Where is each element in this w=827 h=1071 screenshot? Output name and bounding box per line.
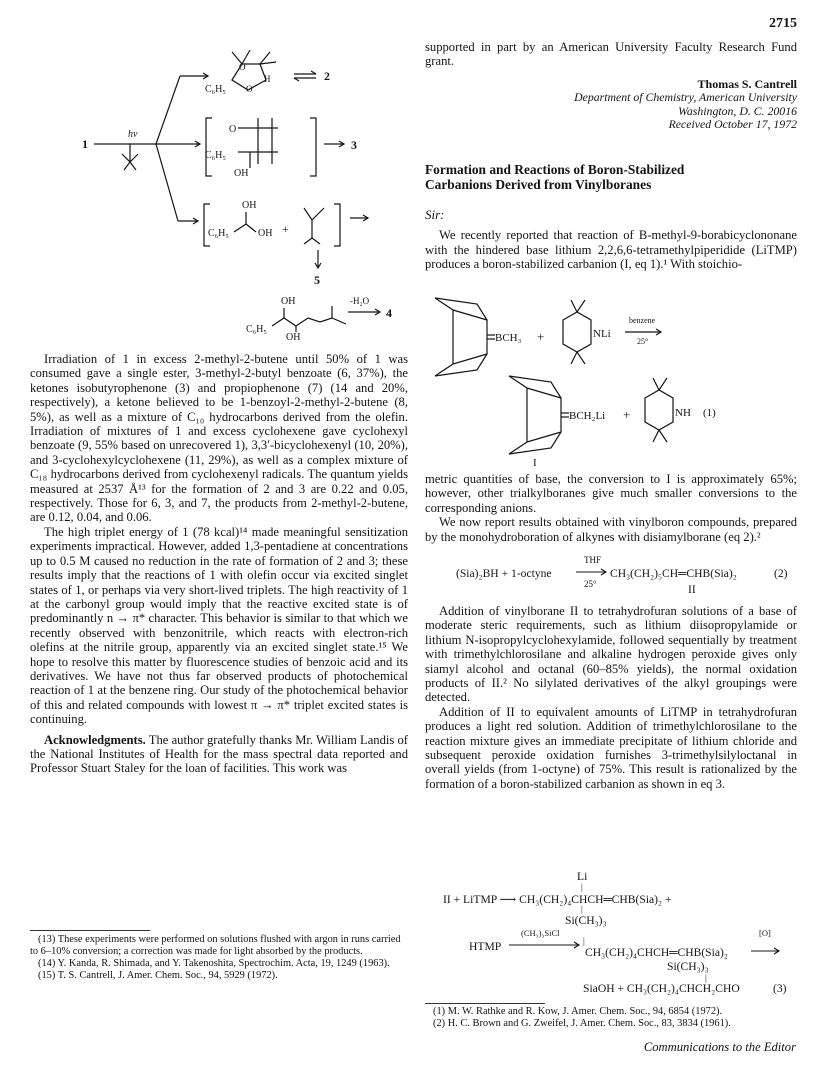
eq2-above-label: THF [584,555,602,565]
author-city: Washington, D. C. 20016 [678,103,797,118]
product-2-label: 2 [324,69,330,83]
continuation-text: supported in part by an American University Faculty Research Fund grant. [425,40,797,69]
product-5-label: 5 [314,273,320,287]
hv-label: hν [128,129,138,140]
left-footnotes [30,934,408,982]
equation-1 [425,290,797,470]
right-footnotes [425,1006,797,1030]
right-paragraph-5: Addition of II to equivalent amounts of LiTMP in tetrahydrofuran produces a light red solution. Addition of trimethylchlorosilane to the reaction mixture gives an immediate precipitate of lithium chloride and subsequent peroxide oxidation furnishes 3-trimethylsilyloctanal in overall yields (from 1-octyne) of 75%. This result is rationalized by the formation of a boron-stabilized carbanion as shown in eq 3. [425,704,797,791]
eq3-si-label-b: Si(CH₃)₃ [667,960,709,973]
article-title-line-1: Formation and Reactions of Boron-Stabilized [425,162,685,177]
footnote-14: (14) Y. Kanda, R. Shimada, and Y. Takenoshita, Spectrochim. Acta, 19, 1249 (1963). [38,958,390,969]
journal-section-footer: Communications to the Editor [643,1040,796,1054]
salutation: Sir: [425,207,445,222]
eq1-temp-label: 25° [637,337,649,346]
product-3-label: 3 [351,138,357,152]
footnote-15: (15) T. S. Cantrell, J. Amer. Chem. Soc., 94, 5929 (1972). [38,970,278,981]
bch2li-label: BCH₂Li [569,410,606,422]
eq1-plus-2: + [623,407,631,422]
left-column-text [30,352,408,776]
eq2-lhs: (Sia)₂BH + 1-octyne [456,567,552,580]
compound-ii-label: II [688,583,696,596]
oh-label-e: OH [286,332,301,343]
product-4-label: 4 [386,306,392,320]
compound-1-label: 1 [82,137,88,151]
eq3-reagent-2: [O] [759,928,771,938]
oh-label-d: OH [281,296,296,307]
eq3-li-label: Li [577,870,588,883]
acknowledgments-heading: Acknowledgments. [44,732,146,747]
acknowledgments-body: The author gratefully thanks Mr. William Landis of the National Institutes of Health for the mass spectral data reported and Professor Stuart Staley for the loan of facilities. This work was [30,732,408,776]
author-name: Thomas S. Cantrell [697,76,797,91]
c6h5-label-d: C₆H₅ [246,324,267,335]
eq2-number: (2) [774,567,788,580]
eq3-arrow-2 [751,946,781,956]
article-title-line-2: Carbanions Derived from Vinylboranes [425,177,652,192]
eq3-arrow-1 [509,940,581,950]
o-label-a: O [239,62,246,72]
right-footnote-rule [425,1003,545,1004]
author-department: Department of Chemistry, American University [574,90,797,105]
right-paragraph-3: We now report results obtained with vinylboron compounds, prepared by the monohydroboration of alkynes with disiamylborane (eq 2).² [425,515,797,544]
benzene-label: benzene [629,316,656,325]
eq3-intermediate: CH₃(CH₂)₄CHCH═CHB(Sia)₂ [585,946,728,959]
eq2-arrow [576,567,608,577]
nli-label: NLi [593,328,611,340]
eq1-number: (1) [703,407,716,419]
footnote-2: (2) H. C. Brown and G. Zweifel, J. Amer. Chem. Soc., 83, 3834 (1961). [433,1018,731,1029]
left-paragraph-1: Irradiation of 1 in excess 2-methyl-2-butene until 50% of 1 was consumed gave a single ester, 3-methyl-2-butyl benzoate (6, 37%), the ketones isobutyrophenone (3) and propiophenone (7) (14 and 20%, respectively), a ketone believed to be 1-benzoyl-2-methyl-2-butene (8, 5%), as well as a mixture of C₁₀ hydrocarbons derived from the olefin. Irradiation of mixtures of 1 and excess cyclohexene gave cyclohexyl benzoate (9, 55% based on unrecovered 1), 3,3′-bicyclohexenyl (10, 20%), and 3-cyclohexylcyclohexene (11, 29%), as well as a complex mixture of C₁₈ hydrocarbons derived from cyclohexenyl radicals. The quantum yields measured at 2537 Å¹³ for the formation of 2 and 3 are 0.22 and 0.05, respectively. Those for 6, 3, and 7, the products from 2-methyl-2-butene, are 0.12, 0.04, and 0.06. [30,352,408,525]
left-footnote-rule [30,930,150,931]
page-number: 2715 [769,16,797,31]
footnote-1: (1) M. W. Rathke and R. Kow, J. Amer. Chem. Soc., 94, 6854 (1972). [433,1006,723,1017]
eq2-below-label: 25° [584,579,597,589]
left-paragraph-2: The high triplet energy of 1 (78 kcal)¹⁴ made meaningful sensitization experiments impractical. However, added 1,3-pentadiene at concentrations up to 0.5 M caused no reduction in the rate of formation of 2 and 3; these results imply that the reactions of 1 with olefin occur via excited singlet states of 1, or perhaps via very short-lived triplets. The high reactivity of 1 at the carbonyl group would imply that the reactive excited state is of predominantly n → π* character. This behavior is similar to that which we recently observed with benzonitrile, which reacts with electron-rich olefins at the nitrile group, apparently via an excited singlet state.¹⁵ We hope to resolve this matter by fluorescence studies of benzoic acid and its derivatives. We have not thus far observed products of photochemical reaction of 1 at the benzene ring. Our study of the photochemical behavior of this and related compounds with lowest π → π* triplet excited states is continuing. [30,524,408,727]
o-label-c: O [229,124,237,135]
footnote-13: (13) These experiments were performed on solutions flushed with argon in runs carried to 6–10% conversion; a correction was made for light absorbed by the products. [30,934,401,957]
equation-3: Li | II + LiTMP ⟶ CH₃(CH₂)₄CHCH═CHB(Sia)₂ + | Si(CH₃)₃ HTMP (CH₃)₃SiCl | CH₃(CH₂)₄CHCH═CHB(Sia)₂ [O] Si(CH₃)₃ | SiaOH + CH₃(CH₂)₄CHCH₂CHO (3) [443,870,787,995]
eq3-number: (3) [773,982,787,995]
right-paragraph-1: We recently reported that reaction of B-methyl-9-borabicyclononane with the hindered base lithium 2,2,6,6-tetramethylpiperidide (LiTMP) produces a boron-stabilized carbanion (I, eq 1).¹ With stoichio- [425,228,797,272]
oh-label-c: OH [258,228,273,239]
minus-water-label: -H₂O [350,296,370,306]
right-column-middle [425,472,797,544]
h-label: H [264,74,271,84]
equation-2 [456,555,797,595]
right-paragraph-4: Addition of vinylborane II to tetrahydrofuran solutions of a base of moderate steric requirements, such as lithium diisopropylamide or lithium N-isopropylcyclohexylamide, followed sequentially by treatment with trimethylchlorosilane and alkaline hydrogen peroxide gives only siamyl alcohol and octanal (60–85% yields), the normal oxidation products of II.² No silylated derivatives of the alkyl groupings were detected. [425,604,797,705]
eq3-htmp: HTMP [469,940,502,953]
right-paragraph-2: metric quantities of base, the conversion to I is approximately 65%; however, other trialkylboranes give much smaller conversions to the corresponding anions. [425,472,797,515]
photochemistry-scheme [28,36,408,346]
plus-sign: + [282,222,289,236]
eq3-si-label-a: Si(CH₃)₃ [565,914,607,927]
bch3-label: BCH₃ [495,332,522,344]
acknowledgments-paragraph [30,733,408,776]
o-label-b: O [246,84,253,94]
oh-label-a: OH [234,168,249,179]
c6h5-label-c: C₆H₅ [208,228,229,239]
eq3-reagent-1: (CH₃)₃SiCl [521,928,560,938]
right-column-top [425,40,797,272]
nh-label: NH [675,407,691,419]
compound-i-label: I [533,457,537,469]
oh-label-b: OH [242,200,257,211]
c6h5-label-a: C₆H₅ [205,84,226,95]
c6h5-label-b: C₆H₅ [205,150,226,161]
eq3-line-1: II + LiTMP ⟶ CH₃(CH₂)₄CHCH═CHB(Sia)₂ + [443,893,672,906]
eq2-rhs: CH₃(CH₂)₅CH═CHB(Sia)₂ [610,567,737,580]
received-date: Received October 17, 1972 [668,117,797,132]
eq1-plus-1: + [537,329,545,344]
right-column-lower [425,604,797,791]
eq3-final-products: SiaOH + CH₃(CH₂)₄CHCH₂CHO [583,982,740,995]
